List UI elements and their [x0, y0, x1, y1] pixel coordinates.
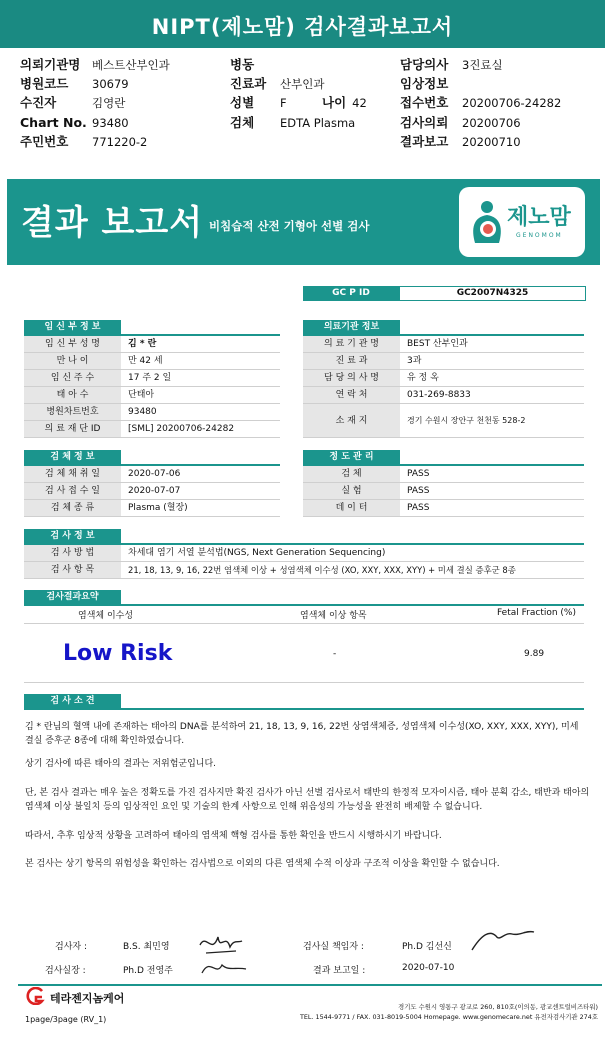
table-row: 실 험 PASS [303, 483, 584, 500]
footer-address: 경기도 수원시 영통구 광교로 260, 810호(이의동, 광교센트럴비즈타워) TEL. 1544-9771 / FAX. 031-8019-5004 Homepage. www.genomecare.net 유전자검사기관 274호 [299, 1003, 598, 1021]
company-logo-icon [22, 987, 46, 1005]
table-row: 소 재 지 경기 수원시 장안구 천천동 528-2 [303, 404, 584, 438]
patient-row: 병원코드 30679 [20, 76, 129, 91]
patient-row: Chart No. 93480 [20, 115, 129, 130]
tester-label: 검사자 : [55, 942, 87, 952]
table-row: 데 이 터 PASS [303, 500, 584, 517]
table-row: 검 사 항 목 21, 18, 13, 9, 16, 22번 염색체 이상 + 성염색체 이수성 (XO, XXY, XXX, XYY) + 미세 결실 증후군 8종 [24, 562, 584, 579]
patient-row: 병동 [230, 57, 255, 72]
page-title: NIPT(제노맘) 검사결과보고서 [0, 0, 605, 48]
summary-col-aneuploidy: 염색체 이수성 [78, 611, 134, 621]
banner-subtitle: 비침습적 산전 기형아 선별 검사 [209, 219, 370, 233]
table-row: 임 신 부 성 명 김 * 란 [24, 336, 280, 353]
chief-label: 검사실장 : [45, 966, 86, 976]
table-row: 만 나 이 만 42 세 [24, 353, 280, 370]
risk-result: Low Risk [63, 641, 173, 666]
report-date-label: 결과 보고일 : [313, 966, 366, 976]
genomom-logo: 제노맘 GENOMOM [459, 187, 585, 257]
patient-row: 임상정보 [400, 76, 449, 91]
table-row: 담 당 의 사 명 유 정 옥 [303, 370, 584, 387]
table-row: 검 체 PASS [303, 466, 584, 483]
table-row: 진 료 과 3과 [303, 353, 584, 370]
fetal-fraction-value: 9.89 [524, 649, 545, 659]
gcp-id: GC P ID GC2007N4325 [303, 286, 584, 301]
table-row: 검 체 종 류 Plasma (혈장) [24, 500, 280, 517]
manager-name: Ph.D 김선신 [402, 942, 452, 952]
patient-row: 의뢰기관명 베스트산부인과 [20, 57, 170, 72]
opinion-paragraph: 단, 본 검사 결과는 매우 높은 정확도를 가진 검사지만 확진 검사가 아닌 선별 검사로서 태반의 한정적 모자이시즘, 태아 분획 감소, 태반과 태아의 염색체 이상 불일치 등의 임상적인 요인 및 기술의 한계 사항으로 인해 위음성의 가능성을 완전히 배제할 수 없습니다. [25, 788, 590, 812]
opinion-paragraph: 상기 검사에 따른 태아의 결과는 저위험군입니다. [25, 759, 217, 769]
table-row: 검 사 방 법 차세대 염기 서열 분석법(NGS, Next Generation Sequencing) [24, 545, 584, 562]
manager-label: 검사실 책임자 : [303, 942, 364, 952]
report-date: 2020-07-10 [402, 963, 455, 973]
opinion-paragraph: 본 검사는 상기 항목의 위험성을 확인하는 검사법으로 이외의 다른 염색체 수적 이상과 구조적 이상을 확인할 수 없습니다. [25, 859, 500, 869]
table-row: 연 락 처 031-269-8833 [303, 387, 584, 404]
logo-mother-icon [469, 199, 505, 245]
patient-row: 결과보고 20200710 [400, 134, 521, 149]
patient-row: 주민번호 771220-2 [20, 134, 148, 149]
page-number: 1page/3page (RV_1) [25, 1015, 107, 1024]
table-row: 검 체 채 취 일 2020-07-06 [24, 466, 280, 483]
patient-row: 수진자 김영란 [20, 95, 126, 110]
opinion-paragraph: 따라서, 추후 임상적 상황을 고려하여 태아의 염색체 핵형 검사를 통한 확인을 반드시 시행하시기 바랍니다. [25, 831, 442, 841]
abnormal-value: - [333, 649, 337, 659]
table-row: 의 료 재 단 ID [SML] 20200706-24282 [24, 421, 280, 438]
signature-icon [468, 924, 538, 954]
patient-row: 접수번호 20200706-24282 [400, 95, 562, 110]
tester-name: B.S. 최민영 [123, 942, 170, 952]
table-row: 임 신 주 수 17 주 2 일 [24, 370, 280, 387]
opinion-paragraph: 김 * 란님의 혈액 내에 존재하는 태아의 DNA를 분석하여 21, 18, 13, 9, 16, 22번 상염색체증, 성염색체 이수성(XO, XXY, XXX, XYY), 미세 결실 증후군 8종에 대해 확인하였습니다. [25, 722, 579, 746]
table-row: 태 아 수 단태아 [24, 387, 280, 404]
table-row: 병원차트번호 93480 [24, 404, 280, 421]
banner-title: 결과 보고서 [21, 203, 204, 243]
patient-row: 진료과 산부인과 [230, 76, 325, 91]
signature-icon [196, 925, 252, 981]
chief-name: Ph.D 전영주 [123, 966, 173, 976]
summary-col-fetal-fraction: Fetal Fraction (%) [497, 608, 576, 618]
report-page: NIPT(제노맘) 검사결과보고서 의뢰기관명 베스트산부인과 병원코드 30679 수진자 김영란 Chart No. 93480 주민번호 771220-2 병동 진료과 산부인과 성별 F 나이 42 검체 EDTA Plasma 담당의사 3진료실 임상정보 접수번호 20200706-24282 검사의뢰 20200706 결과보고 20200710 결과 보고서 비침습적 산전 기형아 선별 검사 제노맘 GENOMOM GC P ID GC2007N4325 임 신 부 정 보 임 신 부 성 명 김 * 란 만 나 이 만 42 세 임 신 주 수 17 주 2 일 태 아 수 단태아 병원차트번호 93480 의 료 재 단 ID [SML] 20200706-24282 의료기관 정보 의 료 기 관 명 BEST 산부인과 진 료 과 3과 담 당 의 사 명 유 정 옥 연 락 처 031-269-8833 소 재 지 경기 수원시 장안구 천천동 528-2 검 체 정 보 검 체 채 취 일 2020-07-06 검 사 접 수 일 2020-07-07 검 체 종 류 Plasma (혈장) 정 도 관 리 검 체 PASS 실 험 PASS 데 이 터 PASS 검 사 정 보 검 사 방 법 차세대 염기 서열 분석법(NGS, Next Generation Sequencing) 검 사 항 목 21, 18, 13, 9, 16, 22번 염색체 이상 + 성염색체 이수성 (XO, XXY, XXX, XYY) + 미세 결실 증후군 8종 검사결과요약 염색체 이수성 염색체 이상 항목 Fetal Fraction (%) Low Risk - 9.89 검 사 소 견 김 * 란님의 혈액 내에 존재하는 태아의 DNA를 분석하여 21, 18, 13, 9, 16, 22번 상염색체증, 성염색체 이수성(XO, XXY, XXX, XYY), 미세 결실 증후군 8종에 대해 확인하였습니다. 상기 검사에 따른 태아의 결과는 저위험군입니다. 단, 본 검사 결과는 매우 높은 정확도를 가진 검사지만 확진 검사가 아닌 선별 검사로서 태반의 한정적 모자이시즘, 태아 분획 감소, 태반과 태아의 염색체 이상 불일치 등의 임상적인 요인 및 기술의 한계 사항으로 인해 위음성의 가능성을 완전히 배제할 수 없습니다. 따라서, 추후 임상적 상황을 고려하여 태아의 염색체 핵형 검사를 통한 확인을 반드시 시행하시기 바랍니다. 본 검사는 상기 항목의 위험성을 확인하는 검사법으로 이외의 다른 염색체 수적 이상과 구조적 이상을 확인할 수 없습니다. 검사자 : B.S. 최민영 검사실장 : Ph.D 전영주 검사실 책임자 : Ph.D 김선신 결과 보고일 : 2020-07-10 테라젠지놈케어 경기도 수원시 영통구 광교로 260, 810호(이의동, 광교센트럴비즈타워) TEL. 1544-9771 / FAX. 031-8019-5004 Homepage. www.genomecare.net 유전자검사기관 274호 1page/3page (RV_1) [0, 0, 605, 1040]
table-row: 검 사 접 수 일 2020-07-07 [24, 483, 280, 500]
patient-row: 검체 EDTA Plasma [230, 115, 356, 130]
patient-row: 성별 F 나이 42 [230, 95, 367, 110]
report-banner [7, 179, 600, 265]
patient-row: 담당의사 3진료실 [400, 57, 503, 72]
patient-row: 검사의뢰 20200706 [400, 115, 521, 130]
table-row: 의 료 기 관 명 BEST 산부인과 [303, 336, 584, 353]
company-name: 테라젠지놈케어 [50, 992, 125, 1005]
summary-col-abnormal: 염색체 이상 항목 [300, 611, 367, 621]
